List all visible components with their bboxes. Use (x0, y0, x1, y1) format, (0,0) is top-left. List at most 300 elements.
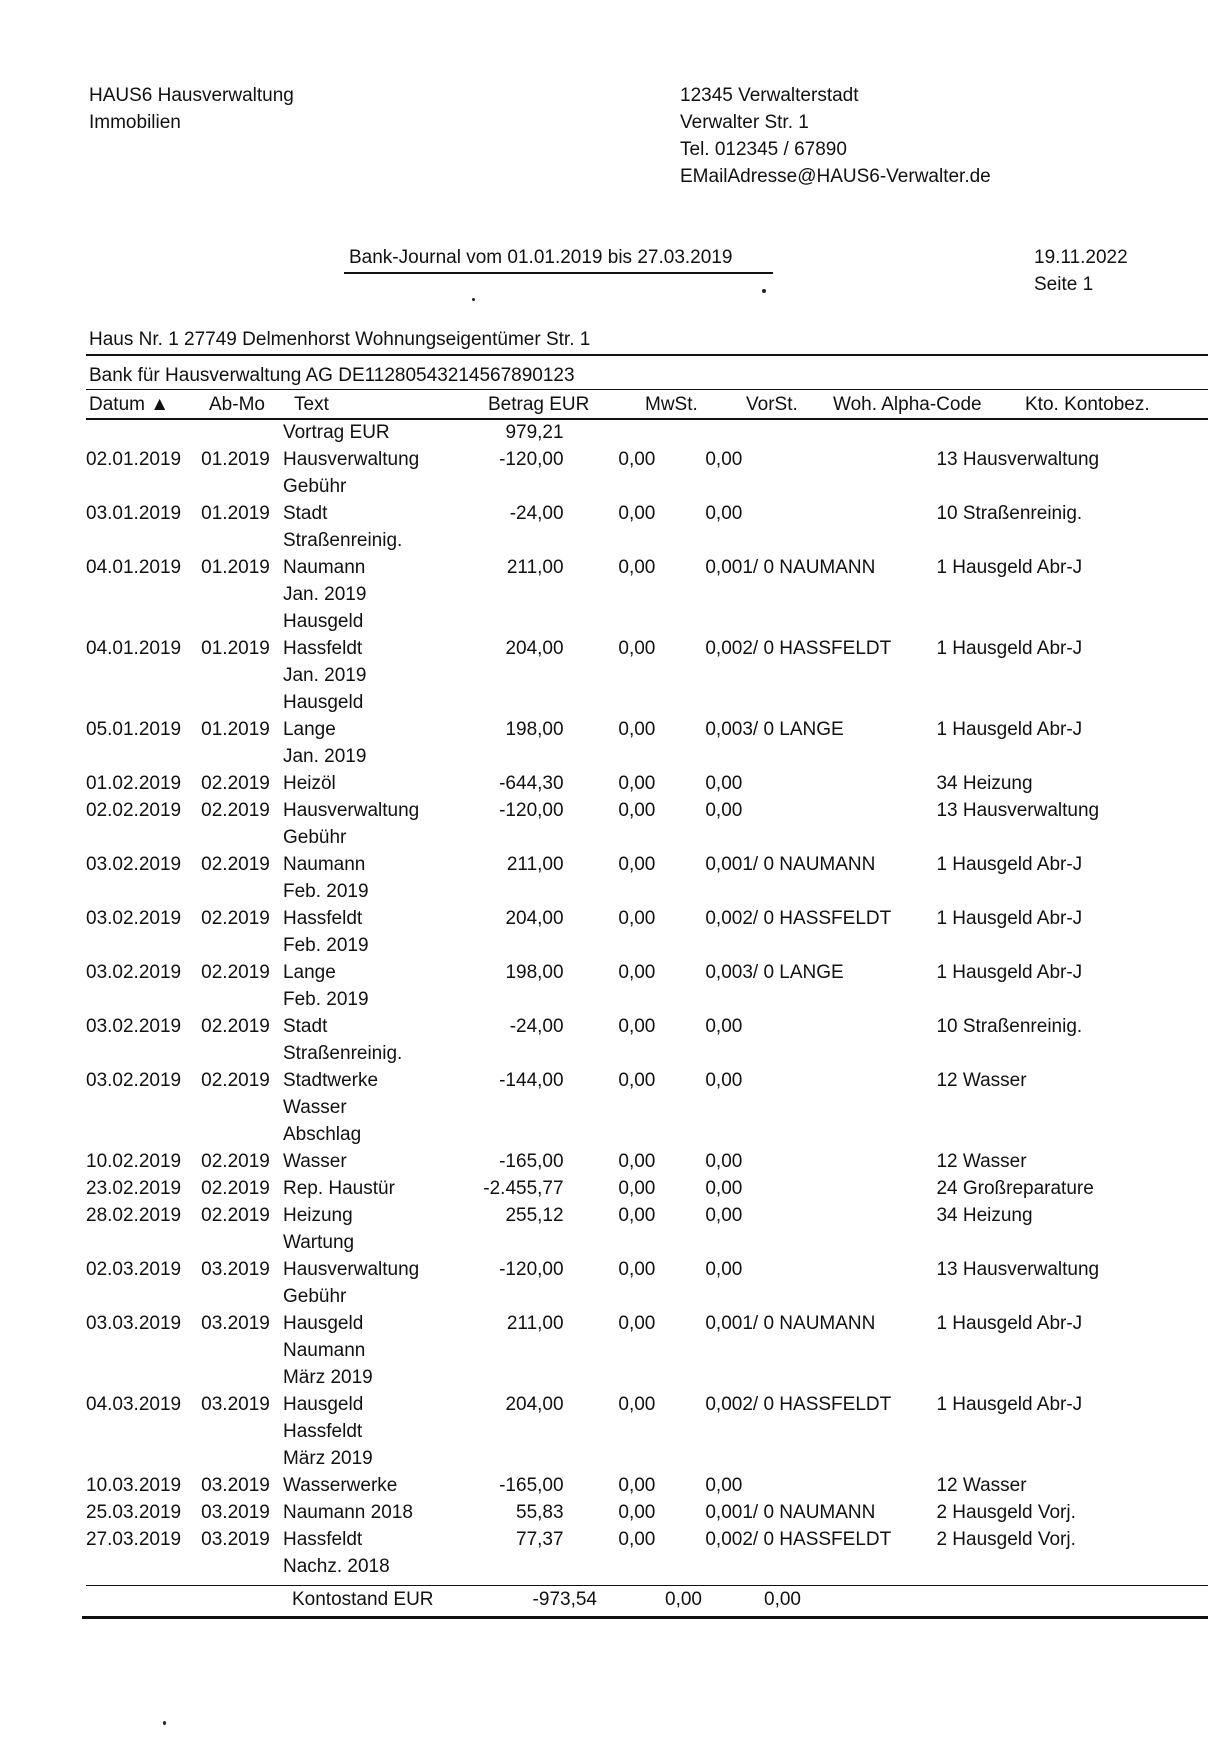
table-row-continuation (86, 1094, 1226, 1121)
cell-vorst: 0,00 (705, 1178, 743, 1199)
report-date: 19.11.2022 (1034, 247, 1128, 268)
cell-betrag: 77,37 (516, 1529, 564, 1550)
cell-kto: 1 Hausgeld Abr-J (936, 557, 1083, 578)
cell-mwst: 0,00 (618, 1394, 656, 1415)
cell-abmo (201, 1094, 283, 1121)
cell-betrag: -644,30 (499, 773, 564, 794)
cell-datum: 03.02.2019 (86, 1016, 182, 1037)
cell-kto (936, 1094, 1226, 1121)
cell-woh (742, 770, 936, 797)
cell-mwst (564, 743, 656, 770)
cell-kto: 12 Wasser (936, 1475, 1027, 1496)
cell-vorst: 0,00 (705, 1394, 743, 1415)
cell-vorst: 0,00 (705, 1475, 743, 1496)
cell-kto: 12 Wasser (936, 1070, 1027, 1091)
cell-betrag (438, 1283, 563, 1310)
cell-abmo (201, 743, 283, 770)
cell-mwst (564, 1418, 656, 1445)
cell-datum (86, 824, 201, 851)
cell-woh (742, 1175, 936, 1202)
cell-betrag (438, 1364, 563, 1391)
cell-abmo: 02.2019 (201, 1016, 270, 1037)
cell-woh (742, 1256, 936, 1283)
cell-woh (742, 1364, 936, 1391)
table-row-continuation (86, 1121, 1226, 1148)
cell-kto: 1 Hausgeld Abr-J (936, 854, 1083, 875)
cell-woh: 2/ 0 HASSFELDT (742, 908, 892, 929)
report-page: Seite 1 (1034, 274, 1094, 295)
cell-text: Nachz. 2018 (282, 1556, 390, 1577)
cell-text: Hausverwaltung (282, 800, 420, 821)
cell-woh (742, 1472, 936, 1499)
cell-betrag (438, 608, 563, 635)
col-kto: Kto. Kontobez. (1025, 394, 1150, 415)
cell-kto (936, 824, 1226, 851)
cell-datum: 28.02.2019 (86, 1205, 182, 1226)
cell-kto: 34 Heizung (936, 1205, 1033, 1226)
cell-vorst (655, 932, 742, 959)
cell-text: März 2019 (282, 1367, 373, 1388)
cell-betrag (438, 1553, 563, 1580)
cell-vorst (655, 1553, 742, 1580)
report-title: Bank-Journal vom 01.01.2019 bis 27.03.2019 (349, 247, 733, 268)
cell-vorst (655, 1229, 742, 1256)
cell-kto (936, 1364, 1226, 1391)
cell-datum: 04.01.2019 (86, 557, 182, 578)
col-mwst: MwSt. (645, 394, 698, 415)
table-row-continuation (86, 527, 1226, 554)
cell-kto: 13 Hausverwaltung (936, 1259, 1100, 1280)
table-row (86, 500, 1226, 527)
cell-abmo: 01.2019 (201, 719, 270, 740)
cell-datum: 02.02.2019 (86, 800, 182, 821)
cell-datum: 03.02.2019 (86, 1070, 182, 1091)
cell-datum (86, 878, 201, 905)
table-row (86, 1391, 1226, 1418)
cell-kto: 10 Straßenreinig. (936, 1016, 1083, 1037)
cell-woh (742, 743, 936, 770)
cell-text: Hausverwaltung (282, 449, 420, 470)
cell-betrag: -2.455,77 (483, 1178, 564, 1199)
cell-abmo (201, 1418, 283, 1445)
table-row (86, 1202, 1226, 1229)
scan-speck (762, 289, 766, 293)
cell-betrag (438, 1229, 563, 1256)
property-address: Haus Nr. 1 27749 Delmenhorst Wohnungseigentümer Str. 1 (89, 329, 591, 350)
cell-vorst (655, 581, 742, 608)
cell-datum: 27.03.2019 (86, 1529, 182, 1550)
cell-abmo: 02.2019 (201, 962, 270, 983)
cell-datum (86, 1364, 201, 1391)
cell-text: Hausgeld (282, 1313, 364, 1334)
cell-mwst (564, 932, 656, 959)
cell-vorst (655, 1337, 742, 1364)
cell-abmo: 02.2019 (201, 800, 270, 821)
cell-text: Hassfeldt (282, 1421, 363, 1442)
table-row-continuation (86, 932, 1226, 959)
journal-table (86, 419, 1226, 1580)
bank-account: Bank für Hausverwaltung AG DE11280543214567890123 (89, 365, 575, 386)
closing-rule-top (86, 1585, 1208, 1586)
opening-row (86, 419, 1226, 446)
cell-kto: 13 Hausverwaltung (936, 800, 1100, 821)
cell-betrag (438, 1121, 563, 1148)
cell-betrag (438, 932, 563, 959)
cell-kto: 1 Hausgeld Abr-J (936, 719, 1083, 740)
cell-vorst (655, 608, 742, 635)
cell-datum (86, 932, 201, 959)
cell-text: Stadtwerke (282, 1070, 379, 1091)
cell-datum: 01.02.2019 (86, 773, 182, 794)
property-rule (86, 354, 1208, 356)
cell-mwst (564, 1229, 656, 1256)
cell-betrag (438, 878, 563, 905)
cell-abmo (201, 986, 283, 1013)
cell-woh (742, 1148, 936, 1175)
cell-vorst (655, 1418, 742, 1445)
cell-text: Hassfeldt (282, 638, 363, 659)
cell-datum (86, 1418, 201, 1445)
scan-speck (472, 298, 475, 301)
cell-betrag: 55,83 (516, 1502, 564, 1523)
table-row (86, 635, 1226, 662)
cell-text: Hassfeldt (282, 1529, 363, 1550)
cell-text: Lange (282, 962, 336, 983)
cell-kto (936, 662, 1226, 689)
cell-abmo (201, 1040, 283, 1067)
cell-datum (86, 527, 201, 554)
cell-text: Gebühr (282, 1286, 347, 1307)
cell-vorst (655, 824, 742, 851)
cell-kto: 2 Hausgeld Vorj. (936, 1529, 1076, 1550)
closing-text: Kontostand EUR (292, 1589, 434, 1610)
cell-text: Jan. 2019 (282, 746, 367, 767)
cell-vorst (655, 473, 742, 500)
cell-betrag: -144,00 (499, 1070, 564, 1091)
cell-vorst: 0,00 (705, 1151, 743, 1172)
cell-kto (936, 932, 1226, 959)
cell-woh (742, 689, 936, 716)
cell-mwst: 0,00 (618, 719, 656, 740)
cell-vorst (655, 689, 742, 716)
cell-vorst: 0,00 (705, 1259, 743, 1280)
cell-mwst (564, 581, 656, 608)
cell-kto (936, 689, 1226, 716)
cell-mwst: 0,00 (618, 773, 656, 794)
cell-betrag: 198,00 (505, 719, 564, 740)
cell-vorst: 0,00 (705, 719, 743, 740)
cell-kto (936, 581, 1226, 608)
cell-text: Hausgeld (282, 1394, 364, 1415)
cell-kto: 1 Hausgeld Abr-J (936, 638, 1083, 659)
cell-betrag (438, 1337, 563, 1364)
cell-vorst: 0,00 (705, 449, 743, 470)
cell-betrag (438, 581, 563, 608)
cell-woh (742, 1283, 936, 1310)
table-row (86, 905, 1226, 932)
cell-vorst: 0,00 (705, 1529, 743, 1550)
sender-name: HAUS6 Hausverwaltung (89, 85, 294, 106)
col-abmo: Ab-Mo (209, 394, 265, 415)
cell-woh: 1/ 0 NAUMANN (742, 557, 876, 578)
table-row (86, 446, 1226, 473)
cell-text: Jan. 2019 (282, 584, 367, 605)
cell-abmo (201, 1364, 283, 1391)
cell-woh (742, 797, 936, 824)
cell-abmo (201, 608, 283, 635)
cell-datum (86, 1094, 201, 1121)
table-row-continuation (86, 824, 1226, 851)
table-row-continuation (86, 1553, 1226, 1580)
cell-betrag: -24,00 (509, 1016, 564, 1037)
cell-datum (86, 986, 201, 1013)
cell-abmo: 01.2019 (201, 638, 270, 659)
cell-woh (742, 662, 936, 689)
cell-kto: 12 Wasser (936, 1151, 1027, 1172)
cell-vorst: 0,00 (705, 1070, 743, 1091)
cell-datum (86, 1121, 201, 1148)
cell-vorst (655, 527, 742, 554)
cell-abmo (201, 1445, 283, 1472)
table-row (86, 1256, 1226, 1283)
col-text: Text (294, 394, 329, 415)
sender-subline: Immobilien (89, 112, 181, 133)
cell-vorst (655, 1364, 742, 1391)
table-row (86, 1310, 1226, 1337)
cell-mwst: 0,00 (618, 1151, 656, 1172)
cell-kto (936, 1229, 1226, 1256)
cell-woh (742, 1094, 936, 1121)
table-row (86, 959, 1226, 986)
cell-datum: 03.01.2019 (86, 503, 182, 524)
cell-woh: 2/ 0 HASSFELDT (742, 1394, 892, 1415)
cell-woh: 1/ 0 NAUMANN (742, 854, 876, 875)
cell-vorst (655, 986, 742, 1013)
cell-abmo (201, 581, 283, 608)
cell-text: Heizöl (282, 773, 336, 794)
cell-betrag (438, 1094, 563, 1121)
cell-betrag (438, 824, 563, 851)
cell-abmo (201, 689, 283, 716)
table-row-continuation (86, 1337, 1226, 1364)
cell-datum (86, 1553, 201, 1580)
cell-datum (86, 1283, 201, 1310)
cell-woh (742, 1067, 936, 1094)
cell-kto: 1 Hausgeld Abr-J (936, 908, 1083, 929)
cell-text: Straßenreinig. (282, 1043, 403, 1064)
cell-woh (742, 527, 936, 554)
sender-city: 12345 Verwalterstadt (680, 85, 859, 106)
cell-text: Feb. 2019 (282, 989, 369, 1010)
table-row-continuation (86, 473, 1226, 500)
table-row-continuation (86, 608, 1226, 635)
cell-abmo: 03.2019 (201, 1475, 270, 1496)
cell-kto (936, 527, 1226, 554)
cell-abmo (201, 662, 283, 689)
cell-kto (936, 986, 1226, 1013)
cell-kto (936, 878, 1226, 905)
cell-datum: 02.03.2019 (86, 1259, 182, 1280)
cell-mwst (564, 824, 656, 851)
table-row (86, 1472, 1226, 1499)
table-row (86, 1067, 1226, 1094)
cell-abmo: 03.2019 (201, 1313, 270, 1334)
table-row (86, 554, 1226, 581)
cell-mwst: 0,00 (618, 557, 656, 578)
cell-datum (86, 1040, 201, 1067)
cell-abmo: 01.2019 (201, 557, 270, 578)
cell-kto: 24 Großreparature (936, 1178, 1094, 1199)
cell-vorst (655, 1040, 742, 1067)
cell-mwst: 0,00 (618, 1205, 656, 1226)
cell-kto: 13 Hausverwaltung (936, 449, 1100, 470)
cell-text: Wasserwerke (282, 1475, 398, 1496)
cell-kto (936, 1553, 1226, 1580)
cell-kto: 1 Hausgeld Abr-J (936, 1394, 1083, 1415)
cell-mwst (564, 878, 656, 905)
cell-mwst (564, 473, 656, 500)
cell-betrag (438, 1418, 563, 1445)
cell-text: Hausgeld (282, 692, 364, 713)
bank-rule (86, 389, 1208, 390)
cell-vorst (655, 662, 742, 689)
cell-mwst (564, 986, 656, 1013)
cell-woh (742, 473, 936, 500)
cell-text: Rep. Haustür (282, 1178, 395, 1199)
cell-betrag: 211,00 (506, 1313, 564, 1334)
cell-woh (742, 1553, 936, 1580)
table-row-continuation (86, 1040, 1226, 1067)
cell-datum: 23.02.2019 (86, 1178, 182, 1199)
cell-datum: 03.03.2019 (86, 1313, 182, 1334)
cell-abmo: 02.2019 (201, 773, 270, 794)
cell-kto (936, 1040, 1226, 1067)
cell-vorst (655, 1094, 742, 1121)
cell-abmo: 02.2019 (201, 854, 270, 875)
cell-text: Hausgeld (282, 611, 364, 632)
cell-abmo (201, 527, 283, 554)
cell-betrag: 255,12 (505, 1205, 564, 1226)
cell-betrag: 204,00 (505, 1394, 564, 1415)
table-row-continuation (86, 743, 1226, 770)
cell-datum (86, 608, 201, 635)
closing-mwst: 0,00 (665, 1589, 702, 1610)
cell-woh (742, 608, 936, 635)
cell-betrag (438, 527, 563, 554)
cell-mwst: 0,00 (618, 800, 656, 821)
cell-mwst (564, 1445, 656, 1472)
cell-abmo: 03.2019 (201, 1394, 270, 1415)
cell-woh: 3/ 0 LANGE (742, 962, 844, 983)
cell-woh: 2/ 0 HASSFELDT (742, 1529, 892, 1550)
cell-vorst: 0,00 (705, 638, 743, 659)
cell-text: Naumann (282, 854, 366, 875)
cell-mwst: 0,00 (618, 1178, 656, 1199)
table-row-continuation (86, 986, 1226, 1013)
cell-betrag (438, 986, 563, 1013)
cell-mwst (564, 1337, 656, 1364)
table-row (86, 1499, 1226, 1526)
table-row (86, 851, 1226, 878)
cell-text: Abschlag (282, 1124, 362, 1145)
cell-text: Feb. 2019 (282, 935, 369, 956)
cell-datum: 04.03.2019 (86, 1394, 182, 1415)
cell-mwst (564, 527, 656, 554)
cell-woh: 1/ 0 NAUMANN (742, 1502, 876, 1523)
cell-datum: 05.01.2019 (86, 719, 182, 740)
cell-kto (936, 608, 1226, 635)
cell-text: Heizung (282, 1205, 353, 1226)
cell-abmo (201, 878, 283, 905)
col-datum: Datum ▲ (89, 394, 170, 415)
cell-woh (742, 1337, 936, 1364)
cell-betrag: -120,00 (499, 1259, 564, 1280)
cell-abmo: 02.2019 (201, 1070, 270, 1091)
cell-kto: 2 Hausgeld Vorj. (936, 1502, 1076, 1523)
cell-woh (742, 500, 936, 527)
cell-text: Naumann (282, 557, 366, 578)
cell-abmo (201, 1283, 283, 1310)
cell-datum: 10.03.2019 (86, 1475, 182, 1496)
cell-abmo: 02.2019 (201, 1178, 270, 1199)
table-row-continuation (86, 689, 1226, 716)
cell-vorst (655, 1445, 742, 1472)
table-row-continuation (86, 1418, 1226, 1445)
col-vorst: VorSt. (746, 394, 798, 415)
cell-kto: 1 Hausgeld Abr-J (936, 962, 1083, 983)
cell-datum: 02.01.2019 (86, 449, 182, 470)
cell-abmo (201, 824, 283, 851)
cell-woh (742, 446, 936, 473)
cell-mwst: 0,00 (618, 962, 656, 983)
cell-kto (936, 1445, 1226, 1472)
cell-mwst: 0,00 (618, 1016, 656, 1037)
sender-email: EMailAdresse@HAUS6-Verwalter.de (680, 166, 991, 187)
cell-woh (742, 824, 936, 851)
cell-mwst: 0,00 (618, 1475, 656, 1496)
cell-vorst (655, 1121, 742, 1148)
cell-kto (936, 1121, 1226, 1148)
cell-betrag (438, 473, 563, 500)
cell-woh (742, 581, 936, 608)
cell-datum (86, 1337, 201, 1364)
cell-woh (742, 1418, 936, 1445)
cell-vorst: 0,00 (705, 1502, 743, 1523)
cell-abmo (201, 1229, 283, 1256)
cell-text: März 2019 (282, 1448, 373, 1469)
table-row-continuation (86, 662, 1226, 689)
cell-mwst: 0,00 (618, 854, 656, 875)
sender-street: Verwalter Str. 1 (680, 112, 809, 133)
cell-datum: 10.02.2019 (86, 1151, 182, 1172)
col-woh: Woh. Alpha-Code (833, 394, 982, 415)
cell-mwst (564, 1121, 656, 1148)
cell-abmo: 01.2019 (201, 449, 270, 470)
scan-speck (163, 1721, 166, 1725)
cell-datum (86, 662, 201, 689)
cell-woh (742, 1202, 936, 1229)
cell-text: Wartung (282, 1232, 355, 1253)
cell-abmo: 02.2019 (201, 908, 270, 929)
closing-betrag: -973,54 (532, 1589, 597, 1610)
cell-woh (742, 878, 936, 905)
cell-vorst: 0,00 (705, 1205, 743, 1226)
cell-woh: 2/ 0 HASSFELDT (742, 638, 892, 659)
cell-mwst: 0,00 (618, 449, 656, 470)
cell-woh: 3/ 0 LANGE (742, 719, 844, 740)
cell-datum: 03.02.2019 (86, 854, 182, 875)
cell-kto (936, 1283, 1226, 1310)
